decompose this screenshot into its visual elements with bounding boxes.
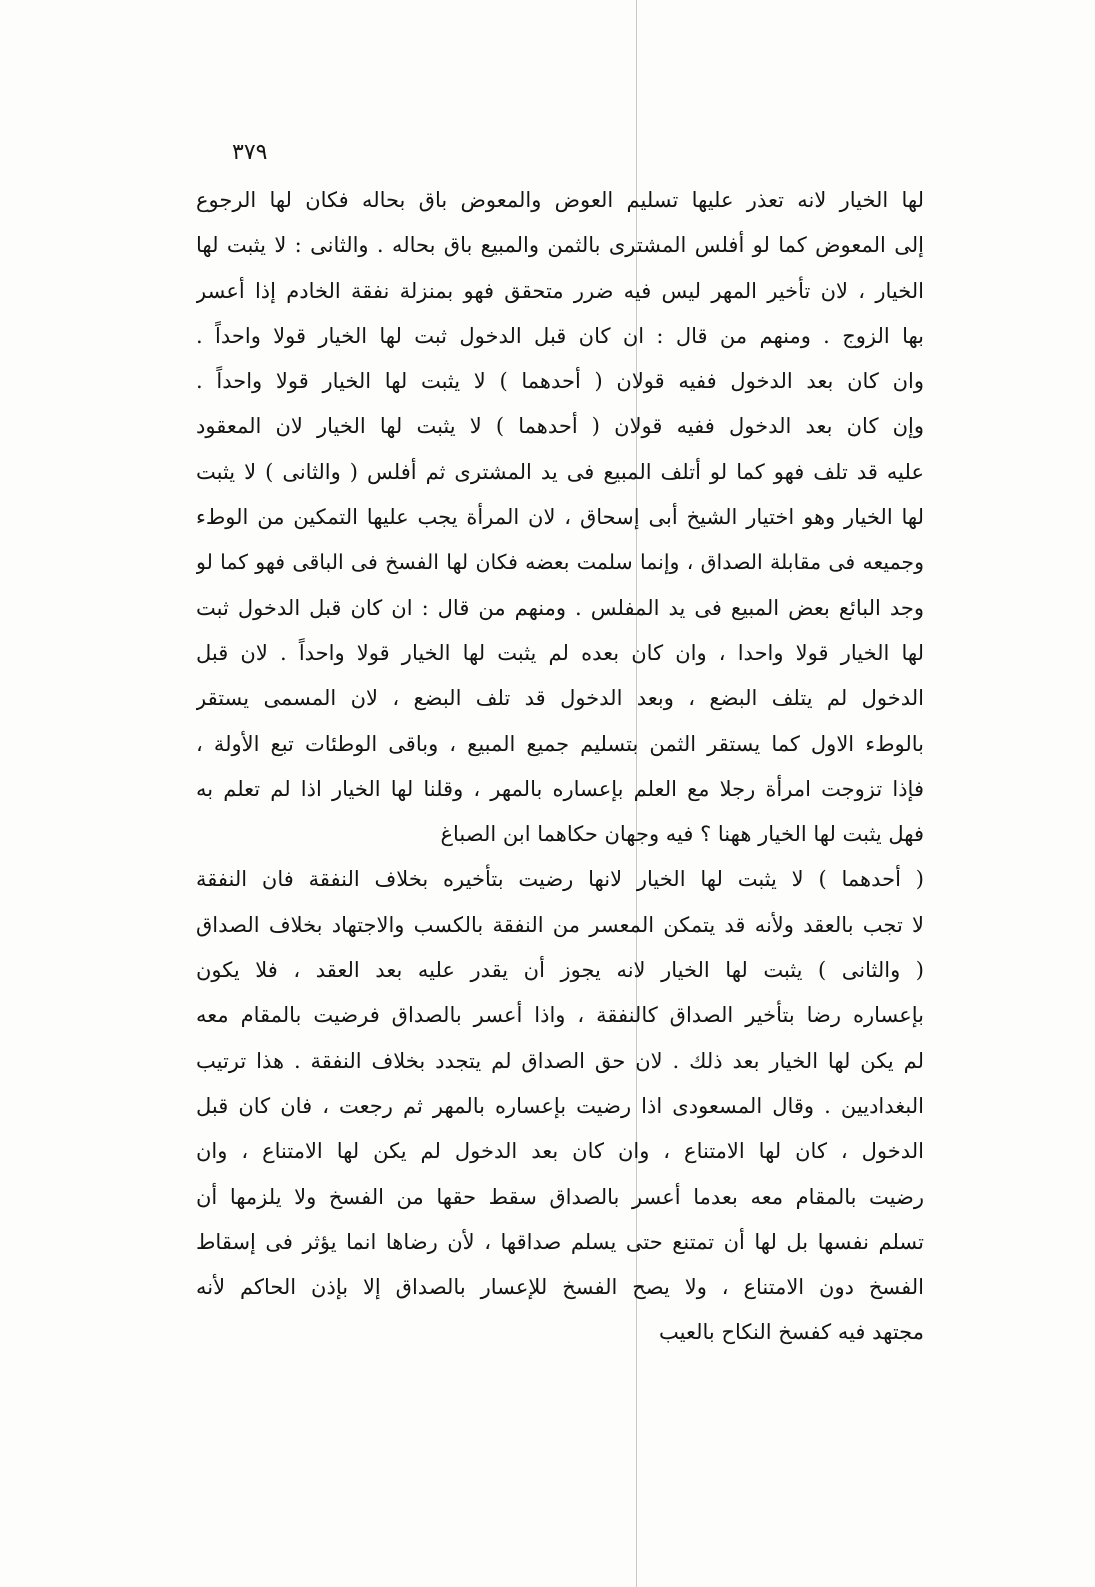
text-line: الدخول لم يتلف البضع ، وبعد الدخول قد تلف البضع ، لان المسمى يستقر	[196, 686, 924, 711]
text-line: بإعساره رضا بتأخير الصداق كالنفقة ، واذا أعسر بالصداق فرضيت بالمقام معه	[196, 1003, 924, 1028]
text-line: بها الزوج . ومنهم من قال : ان كان قبل الدخول ثبت لها الخيار قولا واحداً .	[196, 323, 924, 348]
text-line: إلى المعوض كما لو أفلس المشترى بالثمن والمبيع باق بحاله . والثانى : لا يثبت لها	[196, 233, 924, 258]
arabic-text-body	[196, 178, 924, 1356]
text-line: لها الخيار لانه تعذر عليها تسليم العوض والمعوض باق بحاله فكان لها الرجوع	[196, 188, 924, 212]
text-line: عليه قد تلف فهو كما لو أتلف المبيع فى يد المشترى ثم أفلس ( والثانى ) لا يثبت	[196, 459, 924, 484]
text-line: وجميعه فى مقابلة الصداق ، وإنما سلمت بعضه فكان لها الفسخ فى الباقى فهو كما لو	[196, 550, 924, 575]
text-line: تسلم نفسها بل لها أن تمتنع حتى يسلم صداقها ، لأن رضاها انما يؤثر فى إسقاط	[196, 1229, 924, 1254]
text-line: بالوطء الاول كما يستقر الثمن بتسليم جميع المبيع ، وباقى الوطئات تبع الأولة ،	[196, 731, 924, 756]
text-line: وجد البائع بعض المبيع فى يد المفلس . ومنهم من قال : ان كان قبل الدخول ثبت	[196, 595, 924, 620]
text-line: وان كان بعد الدخول ففيه قولان ( أحدهما ) لا يثبت لها الخيار قولا واحداً .	[196, 369, 924, 394]
text-line: الفسخ دون الامتناع ، ولا يصح الفسخ للإعسار بالصداق إلا بإذن الحاكم لأنه	[196, 1275, 924, 1300]
text-line: لا تجب بالعقد ولأنه قد يتمكن المعسر من النفقة بالكسب والاجتهاد بخلاف الصداق	[196, 912, 924, 937]
text-line: رضيت بالمقام معه بعدما أعسر بالصداق سقط حقها من الفسخ ولا يلزمها أن	[196, 1184, 924, 1209]
text-line: ( أحدهما ) لا يثبت لها الخيار لانها رضيت بتأخيره بخلاف النفقة فان النفقة	[196, 867, 924, 892]
text-line: فإذا تزوجت امرأة رجلا مع العلم بإعساره بالمهر ، وقلنا لها الخيار اذا لم تعلم به	[196, 776, 924, 801]
text-line: البغداديين . وقال المسعودى اذا رضيت بإعساره بالمهر ثم رجعت ، فان كان قبل	[196, 1093, 924, 1118]
text-line: وإن كان بعد الدخول ففيه قولان ( أحدهما ) لا يثبت لها الخيار لان المعقود	[196, 414, 924, 439]
page-number: ٣٧٩	[232, 140, 268, 165]
text-line: مجتهد فيه كفسخ النكاح بالعيب	[659, 1320, 924, 1345]
text-line: ( والثانى ) يثبت لها الخيار لانه يجوز أن يقدر عليه بعد العقد ، فلا يكون	[196, 958, 924, 983]
text-line: لها الخيار قولا واحدا ، وان كان بعده لم يثبت لها الخيار قولا واحداً . لان قبل	[196, 640, 924, 665]
text-line: لم يكن لها الخيار بعد ذلك . لان حق الصداق لم يتجدد بخلاف النفقة . هذا ترتيب	[196, 1048, 924, 1073]
text-line: الخيار ، لان تأخير المهر ليس فيه ضرر متحقق فهو بمنزلة نفقة الخادم إذا أعسر	[196, 278, 924, 303]
text-line: فهل يثبت لها الخيار ههنا ؟ فيه وجهان حكاهما ابن الصباغ	[440, 822, 924, 847]
text-line: الدخول ، كان لها الامتناع ، وان كان بعد الدخول لم يكن لها الامتناع ، وان	[196, 1139, 924, 1164]
text-line: لها الخيار وهو اختيار الشيخ أبى إسحاق ، لان المرأة يجب عليها التمكين من الوطء	[196, 505, 924, 530]
